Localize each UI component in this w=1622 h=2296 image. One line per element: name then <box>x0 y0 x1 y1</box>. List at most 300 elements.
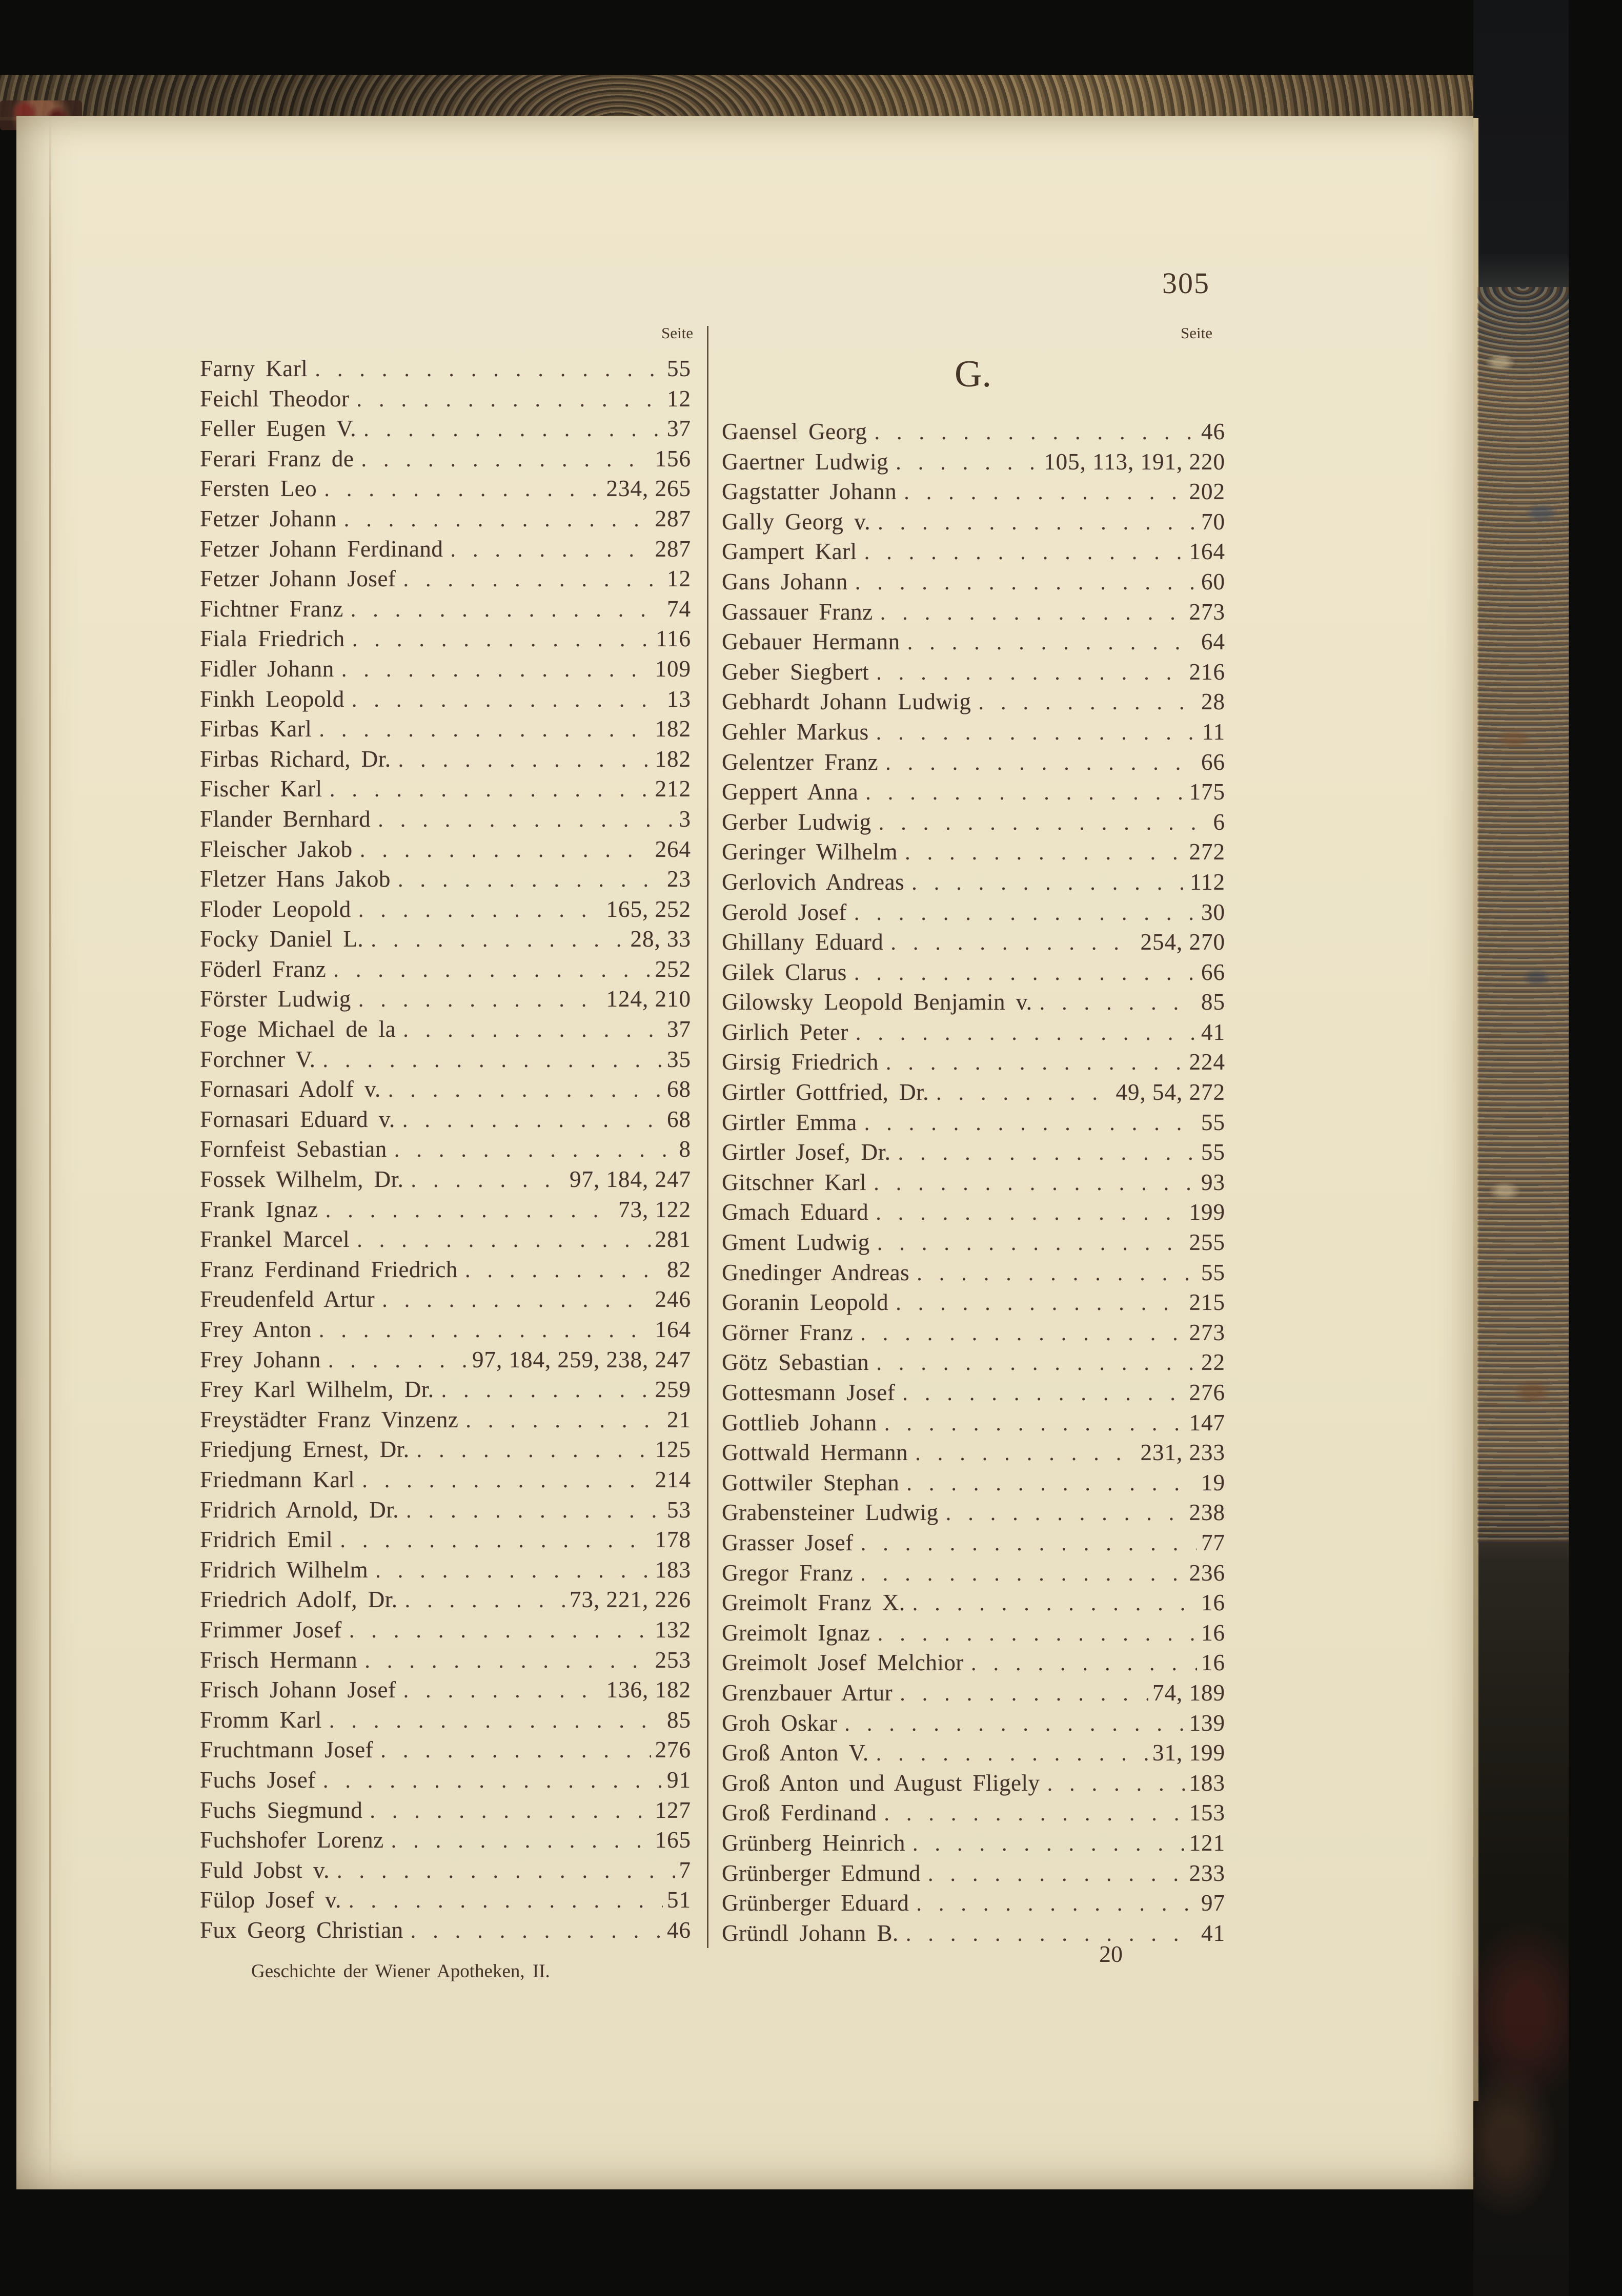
index-entry <box>200 956 691 986</box>
dot-leader <box>856 1020 1197 1046</box>
dot-leader <box>382 1287 651 1313</box>
dot-leader <box>855 570 1197 595</box>
entry-page-ref: 97 <box>1201 1890 1225 1916</box>
dot-leader <box>860 1561 1185 1586</box>
book-page <box>16 116 1473 2189</box>
entry-name: Gaensel Georg <box>722 419 867 444</box>
entry-name: Föderl Franz <box>200 956 327 982</box>
entry-name: Frankel Marcel <box>200 1226 350 1253</box>
dot-leader <box>360 837 651 863</box>
entry-page-ref: 68 <box>667 1076 691 1102</box>
page-number: 305 <box>1162 266 1210 300</box>
index-entry <box>722 1469 1225 1500</box>
entry-name: Girtler Gottfried, Dr. <box>722 1079 929 1105</box>
index-entry <box>200 1136 691 1166</box>
entry-page-ref: 7 <box>679 1857 691 1883</box>
dot-leader <box>971 1651 1197 1676</box>
dot-leader <box>326 1198 614 1223</box>
entry-name: Frey Anton <box>200 1317 312 1342</box>
entry-name: Finkh Leopold <box>200 686 344 712</box>
index-entry <box>200 1887 691 1917</box>
index-entry <box>200 1406 691 1437</box>
entry-name: Geber Siegbert <box>722 659 869 685</box>
entry-page-ref: 35 <box>667 1046 691 1072</box>
entry-page-ref: 53 <box>667 1496 691 1523</box>
index-entry <box>200 1857 691 1887</box>
entry-name: Gerber Ludwig <box>722 809 871 835</box>
dot-leader <box>465 1258 663 1283</box>
index-entry <box>200 806 691 836</box>
index-entry <box>200 1076 691 1106</box>
index-entry <box>200 385 691 416</box>
entry-name: Gilek Clarus <box>722 959 847 985</box>
entry-page-ref: 11 <box>1202 719 1225 745</box>
index-entry <box>200 1436 691 1466</box>
entry-page-ref: 41 <box>1201 1920 1225 1946</box>
dot-leader <box>356 387 663 412</box>
entry-page-ref: 132 <box>655 1616 691 1643</box>
dot-leader <box>363 417 663 442</box>
entry-page-ref: 16 <box>1201 1619 1225 1646</box>
dot-leader <box>906 1471 1197 1496</box>
entry-name: Förster Ludwig <box>200 986 351 1012</box>
index-entry <box>722 1739 1225 1770</box>
entry-name: Görner Franz <box>722 1319 854 1345</box>
entry-page-ref: 97, 184, 247 <box>570 1166 691 1193</box>
entry-page-ref: 51 <box>667 1887 691 1913</box>
index-entry <box>200 1797 691 1827</box>
entry-name: Gans Johann <box>722 568 848 594</box>
index-entry <box>200 1496 691 1527</box>
entry-name: Firbas Karl <box>200 716 312 742</box>
index-entry <box>200 1466 691 1496</box>
dot-leader <box>885 750 1197 775</box>
index-entry <box>200 1647 691 1677</box>
index-entry <box>722 1710 1225 1740</box>
entry-page-ref: 127 <box>655 1797 691 1823</box>
dot-leader <box>324 477 602 502</box>
index-entry <box>200 505 691 536</box>
entry-page-ref: 3 <box>679 806 691 832</box>
entry-name: Grabensteiner Ludwig <box>722 1500 939 1526</box>
index-entry <box>722 749 1225 779</box>
entry-name: Gitschner Karl <box>722 1169 867 1195</box>
entry-name: Fuchs Josef <box>200 1767 316 1793</box>
entry-name: Friedjung Ernest, Dr. <box>200 1437 410 1463</box>
entry-page-ref: 85 <box>1201 989 1225 1015</box>
dot-leader <box>896 1290 1185 1316</box>
index-entry <box>200 1616 691 1647</box>
entry-page-ref: 55 <box>667 356 691 381</box>
index-entry <box>722 1169 1225 1199</box>
dot-leader <box>915 1441 1136 1466</box>
entry-name: Fichtner Franz <box>200 596 343 622</box>
dot-leader <box>403 1017 663 1042</box>
entry-name: Focky Daniel L. <box>200 926 364 952</box>
entry-name: Ferari Franz de <box>200 445 354 471</box>
dot-leader <box>375 1558 651 1583</box>
dot-leader <box>844 1711 1185 1736</box>
entry-name: Fruchtmann Josef <box>200 1737 374 1763</box>
index-entry <box>722 1799 1225 1830</box>
entry-name: Gottesmann Josef <box>722 1380 896 1405</box>
entry-page-ref: 21 <box>667 1406 691 1432</box>
leather-cover-bottom <box>1473 1824 1569 2245</box>
entry-name: Götz Sebastian <box>722 1349 869 1376</box>
entry-name: Fiala Friedrich <box>200 626 345 652</box>
entry-name: Girtler Emma <box>722 1109 857 1135</box>
entry-page-ref: 182 <box>655 746 691 772</box>
index-entry <box>722 418 1225 448</box>
index-entry <box>200 625 691 655</box>
entry-name: Groh Oskar <box>722 1710 838 1736</box>
entry-page-ref: 183 <box>655 1556 691 1583</box>
entry-name: Frimmer Josef <box>200 1616 342 1643</box>
entry-name: Greimolt Franz X. <box>722 1590 905 1616</box>
gutter-crease <box>49 116 51 2189</box>
dot-leader <box>411 1167 565 1193</box>
entry-page-ref: 281 <box>655 1226 691 1253</box>
entry-page-ref: 164 <box>1189 539 1225 565</box>
index-entry <box>722 538 1225 568</box>
dot-leader <box>913 1831 1185 1856</box>
index-entry <box>722 1830 1225 1860</box>
dot-leader <box>402 1108 663 1133</box>
entry-name: Fidler Johann <box>200 655 334 682</box>
signature-number: 20 <box>1099 1941 1123 1967</box>
entry-name: Gaertner Ludwig <box>722 448 889 475</box>
entry-page-ref: 116 <box>656 626 691 652</box>
entry-page-ref: 37 <box>667 1016 691 1042</box>
entry-page-ref: 28, 33 <box>630 926 691 952</box>
entry-page-ref: 97, 184, 259, 238, 247 <box>472 1346 691 1372</box>
dot-leader <box>874 420 1197 445</box>
index-entry <box>722 1860 1225 1890</box>
index-entry <box>200 565 691 596</box>
entry-name: Gmach Eduard <box>722 1199 869 1225</box>
entry-page-ref: 175 <box>1189 779 1225 805</box>
column-header-seite-right: Seite <box>1181 324 1212 342</box>
index-entry <box>722 899 1225 929</box>
entry-name: Forchner V. <box>200 1046 316 1072</box>
index-entry <box>722 688 1225 719</box>
entry-page-ref: 16 <box>1201 1590 1225 1616</box>
entry-page-ref: 82 <box>667 1256 691 1282</box>
entry-name: Fletzer Hans Jakob <box>200 866 391 892</box>
index-entry <box>200 1316 691 1346</box>
index-entry <box>200 1196 691 1226</box>
index-entry <box>722 568 1225 599</box>
entry-name: Girsig Friedrich <box>722 1049 879 1075</box>
entry-name: Gehler Markus <box>722 719 869 745</box>
dot-leader <box>900 1681 1148 1706</box>
index-entry <box>722 1770 1225 1800</box>
dot-leader <box>378 807 675 832</box>
entry-name: Farny Karl <box>200 356 308 381</box>
entry-page-ref: 74, 189 <box>1152 1679 1225 1706</box>
dot-leader <box>907 630 1197 655</box>
dot-leader <box>913 1591 1197 1616</box>
dot-leader <box>333 957 651 982</box>
index-entry <box>200 1376 691 1406</box>
entry-name: Groß Ferdinand <box>722 1800 877 1826</box>
dot-leader <box>876 1350 1197 1376</box>
index-entry <box>200 686 691 716</box>
entry-name: Gerlovich Andreas <box>722 869 905 895</box>
entry-page-ref: 178 <box>655 1527 691 1553</box>
index-entry <box>200 1556 691 1587</box>
index-entry <box>200 655 691 686</box>
marbled-paper-texture <box>1477 287 1569 1543</box>
dot-leader <box>344 507 651 532</box>
entry-page-ref: 112 <box>1190 869 1225 895</box>
book-fore-edge-strip <box>1473 0 1569 2296</box>
entry-name: Fischer Karl <box>200 776 322 802</box>
entry-name: Fornasari Adolf v. <box>200 1076 381 1102</box>
entry-page-ref: 147 <box>1189 1409 1225 1436</box>
entry-name: Fux Georg Christian <box>200 1917 403 1943</box>
dot-leader <box>878 510 1197 535</box>
dot-leader <box>362 1468 651 1493</box>
dot-leader <box>876 720 1198 745</box>
index-column-right <box>722 418 1225 1950</box>
dot-leader <box>328 1348 468 1373</box>
entry-page-ref: 125 <box>655 1437 691 1463</box>
index-entry <box>200 896 691 926</box>
index-entry <box>722 659 1225 689</box>
index-entry <box>200 775 691 806</box>
dot-leader <box>323 1768 663 1793</box>
index-entry <box>722 1529 1225 1560</box>
index-entry <box>200 715 691 746</box>
index-entry <box>722 1890 1225 1920</box>
index-entry <box>722 1409 1225 1440</box>
column-header-seite-left: Seite <box>661 324 693 342</box>
entry-page-ref: 46 <box>667 1917 691 1943</box>
index-entry <box>200 1046 691 1076</box>
entry-name: Gilowsky Leopold Benjamin v. <box>722 989 1032 1015</box>
entry-name: Grünberger Edmund <box>722 1860 921 1886</box>
index-entry <box>200 986 691 1016</box>
index-entry <box>722 1499 1225 1529</box>
dot-leader <box>864 540 1185 565</box>
entry-page-ref: 231, 233 <box>1140 1440 1225 1466</box>
entry-page-ref: 49, 54, 272 <box>1116 1079 1225 1105</box>
entry-name: Freystädter Franz Vinzenz <box>200 1406 459 1432</box>
index-entry <box>200 596 691 626</box>
entry-name: Fülop Josef v. <box>200 1887 341 1913</box>
entry-name: Fornasari Eduard v. <box>200 1106 395 1132</box>
entry-page-ref: 153 <box>1189 1800 1225 1826</box>
dot-leader <box>394 1137 675 1162</box>
index-entry <box>722 959 1225 989</box>
dot-leader <box>329 1708 663 1733</box>
index-entry <box>722 1589 1225 1619</box>
dot-leader <box>465 1408 663 1433</box>
entry-page-ref: 212 <box>655 776 691 802</box>
entry-page-ref: 13 <box>667 686 691 712</box>
dot-leader <box>315 357 663 382</box>
entry-page-ref: 252 <box>655 956 691 982</box>
entry-page-ref: 264 <box>655 836 691 862</box>
dot-leader <box>388 1077 663 1102</box>
dot-leader <box>404 1588 565 1613</box>
entry-name: Fuchs Siegmund <box>200 1797 363 1823</box>
dot-leader <box>358 987 602 1012</box>
entry-name: Geringer Wilhelm <box>722 839 898 865</box>
entry-page-ref: 224 <box>1189 1049 1225 1075</box>
entry-page-ref: 28 <box>1201 689 1225 715</box>
book-top-marbled-edge <box>0 75 1473 120</box>
entry-name: Fromm Karl <box>200 1707 322 1733</box>
entry-page-ref: 73, 221, 226 <box>570 1587 691 1613</box>
entry-name: Frank Ignaz <box>200 1196 318 1222</box>
entry-page-ref: 105, 113, 191, 220 <box>1044 448 1225 475</box>
entry-name: Grünberger Eduard <box>722 1890 909 1916</box>
index-entry <box>200 746 691 776</box>
dot-leader <box>865 780 1185 805</box>
entry-name: Gebauer Hermann <box>722 629 900 655</box>
entry-page-ref: 60 <box>1201 568 1225 594</box>
entry-page-ref: 259 <box>655 1377 691 1403</box>
entry-name: Goranin Leopold <box>722 1289 889 1316</box>
entry-name: Feller Eugen V. <box>200 416 357 442</box>
entry-name: Frisch Hermann <box>200 1647 358 1673</box>
entry-page-ref: 164 <box>655 1317 691 1342</box>
dot-leader <box>351 597 663 622</box>
entry-page-ref: 214 <box>655 1466 691 1492</box>
entry-page-ref: 64 <box>1201 629 1225 655</box>
index-entry <box>200 1016 691 1046</box>
index-entry <box>722 1560 1225 1590</box>
entry-name: Gottwald Hermann <box>722 1440 908 1466</box>
entry-page-ref: 273 <box>1189 1319 1225 1345</box>
column-divider-rule <box>707 326 708 1948</box>
index-entry <box>200 1767 691 1797</box>
entry-page-ref: 91 <box>667 1767 691 1793</box>
entry-name: Fridrich Arnold, Dr. <box>200 1496 399 1523</box>
dot-leader <box>978 690 1197 715</box>
index-entry <box>722 628 1225 659</box>
entry-page-ref: 70 <box>1201 508 1225 535</box>
index-entry <box>722 1139 1225 1169</box>
entry-page-ref: 272 <box>1189 839 1225 865</box>
dot-leader <box>906 1921 1197 1946</box>
index-entry <box>722 838 1225 869</box>
entry-page-ref: 73, 122 <box>618 1196 691 1222</box>
index-entry <box>722 1649 1225 1679</box>
section-heading-g: G. <box>955 353 991 395</box>
index-entry <box>722 1049 1225 1079</box>
index-entry <box>722 508 1225 539</box>
index-entry <box>722 478 1225 508</box>
dot-leader <box>860 1321 1185 1346</box>
index-entry <box>200 1226 691 1256</box>
entry-page-ref: 216 <box>1189 659 1225 685</box>
dot-leader <box>877 1231 1185 1256</box>
dot-leader <box>371 927 626 952</box>
dot-leader <box>411 1918 663 1943</box>
entry-page-ref: 276 <box>1189 1380 1225 1405</box>
entry-name: Gagstatter Johann <box>722 479 897 505</box>
index-column-left <box>200 355 691 1946</box>
dot-leader <box>364 1648 651 1673</box>
entry-name: Fornfeist Sebastian <box>200 1136 387 1162</box>
index-entry <box>722 1289 1225 1319</box>
entry-page-ref: 6 <box>1213 809 1225 835</box>
dot-leader <box>874 1171 1197 1196</box>
index-entry <box>200 1707 691 1737</box>
entry-name: Grasser Josef <box>722 1529 854 1555</box>
entry-name: Ghillany Eduard <box>722 929 884 955</box>
dot-leader <box>880 600 1185 625</box>
dot-leader <box>884 1411 1185 1436</box>
entry-name: Fuld Jobst v. <box>200 1857 330 1883</box>
dot-leader <box>406 1498 663 1523</box>
entry-name: Fersten Leo <box>200 476 317 502</box>
dot-leader <box>361 447 651 472</box>
entry-page-ref: 183 <box>1189 1770 1225 1796</box>
entry-name: Feichl Theodor <box>200 385 350 412</box>
index-entry <box>200 536 691 566</box>
entry-name: Gnedinger Andreas <box>722 1259 910 1285</box>
entry-page-ref: 182 <box>655 716 691 742</box>
entry-page-ref: 55 <box>1201 1259 1225 1285</box>
entry-page-ref: 234, 265 <box>606 476 691 502</box>
entry-name: Gelentzer Franz <box>722 749 879 775</box>
entry-page-ref: 156 <box>655 445 691 471</box>
dot-leader <box>403 567 663 592</box>
entry-page-ref: 23 <box>667 866 691 892</box>
entry-name: Fetzer Johann Josef <box>200 566 396 592</box>
index-entry <box>722 809 1225 839</box>
index-entry <box>722 1679 1225 1710</box>
entry-name: Gassauer Franz <box>722 599 873 625</box>
entry-page-ref: 236 <box>1189 1560 1225 1586</box>
index-entry <box>722 1199 1225 1229</box>
entry-page-ref: 77 <box>1201 1529 1225 1555</box>
index-entry <box>722 1019 1225 1049</box>
index-entry <box>200 445 691 476</box>
entry-name: Gründl Johann B. <box>722 1920 899 1946</box>
entry-page-ref: 22 <box>1201 1349 1225 1376</box>
index-entry <box>722 599 1225 629</box>
entry-name: Foge Michael de la <box>200 1016 396 1042</box>
dot-leader <box>357 1227 651 1253</box>
index-entry <box>722 1229 1225 1259</box>
entry-page-ref: 165 <box>655 1827 691 1853</box>
index-entry <box>722 989 1225 1019</box>
entry-name: Gottwiler Stephan <box>722 1469 900 1495</box>
entry-page-ref: 215 <box>1189 1289 1225 1316</box>
index-entry <box>722 869 1225 899</box>
dot-leader <box>340 1528 651 1553</box>
index-entry <box>722 1319 1225 1349</box>
dot-leader <box>898 1140 1197 1165</box>
dot-leader <box>916 1891 1197 1916</box>
entry-page-ref: 46 <box>1201 419 1225 444</box>
index-entry <box>200 1917 691 1947</box>
entry-name: Firbas Richard, Dr. <box>200 746 391 772</box>
entry-page-ref: 41 <box>1201 1019 1225 1045</box>
entry-page-ref: 8 <box>679 1136 691 1162</box>
dot-leader <box>854 960 1197 986</box>
dot-leader <box>352 687 663 712</box>
entry-name: Gment Ludwig <box>722 1229 870 1256</box>
index-entry <box>722 1379 1225 1409</box>
entry-name: Fossek Wilhelm, Dr. <box>200 1166 404 1193</box>
dot-leader <box>349 1618 651 1643</box>
